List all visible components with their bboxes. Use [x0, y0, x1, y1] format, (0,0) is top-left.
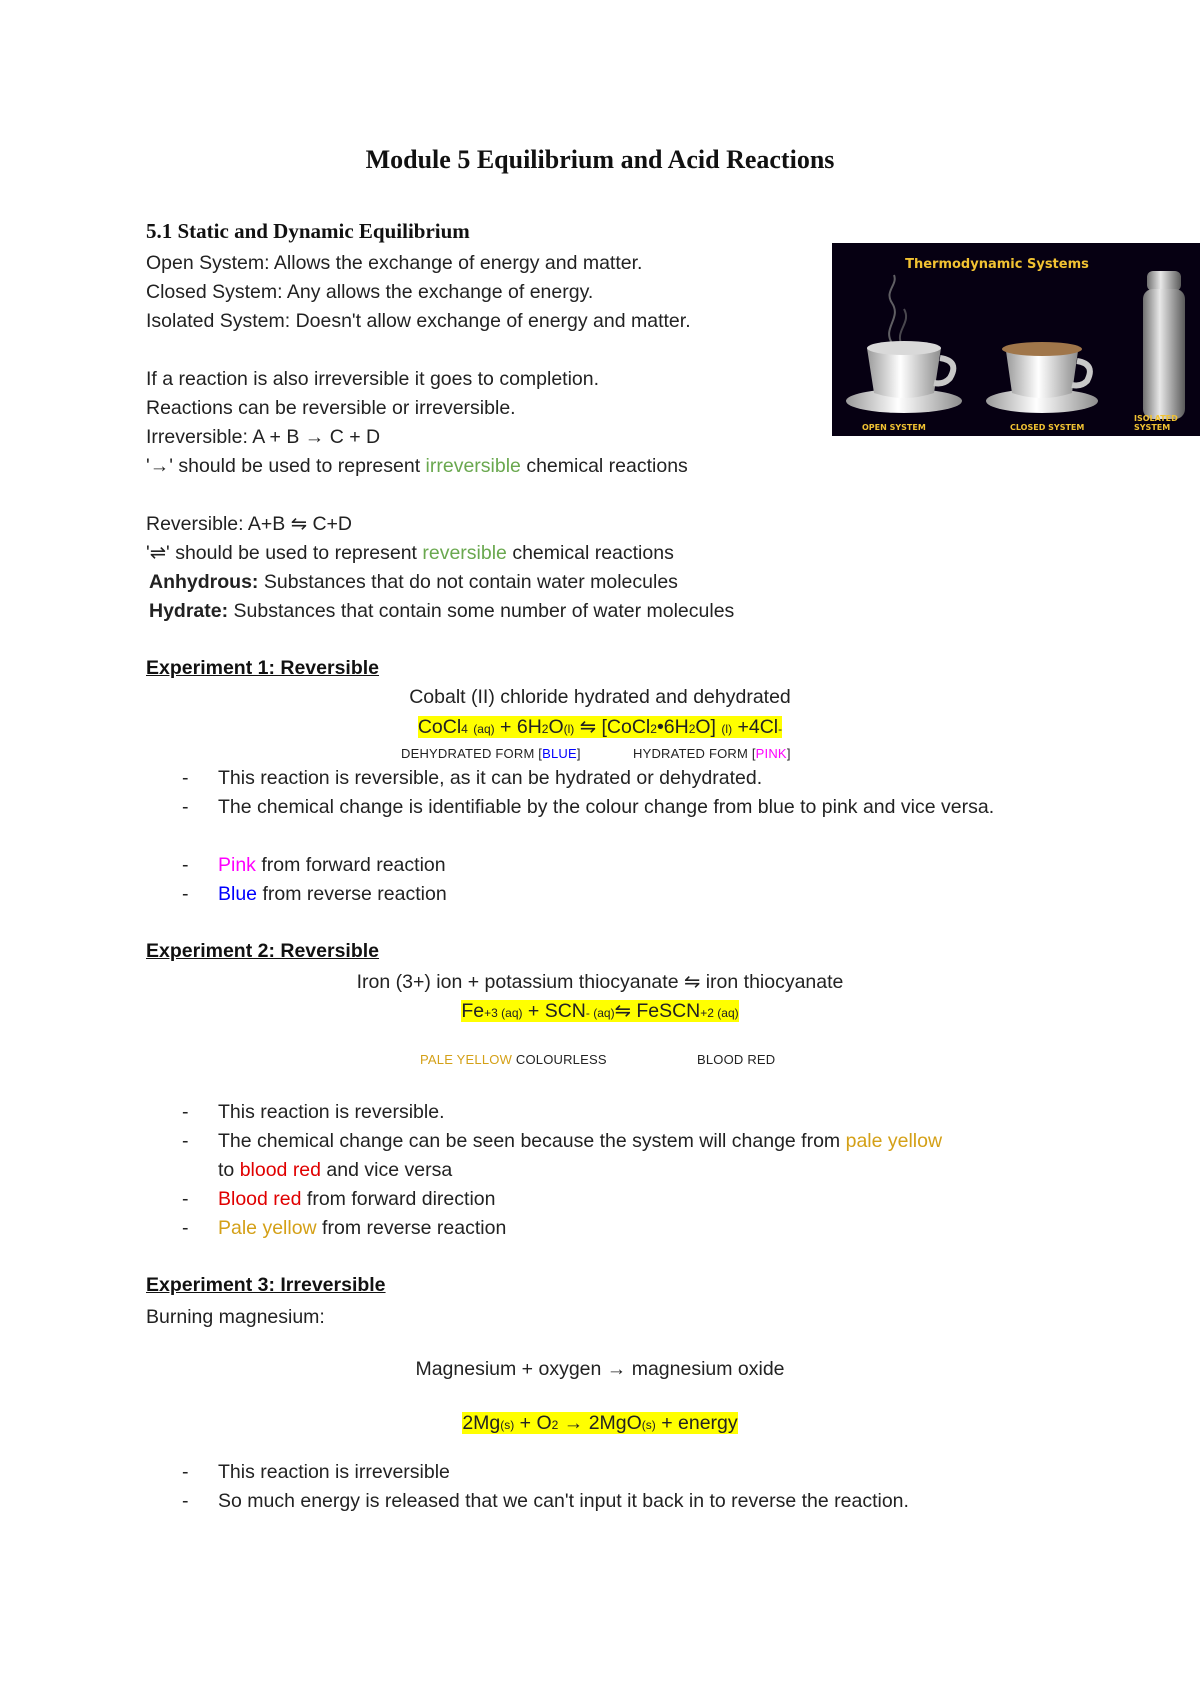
- bullet-marker: -: [182, 796, 189, 818]
- experiment-2-subtitle: Iron (3+) ion + potassium thiocyanate ⇋ iron thiocyanate: [356, 971, 844, 993]
- caption-closed-system: CLOSED SYSTEM: [1010, 423, 1085, 432]
- bullet-marker: -: [182, 1188, 189, 1210]
- exp3-bullet-2: So much energy is released that we can't input it back in to reverse the reaction.: [218, 1490, 909, 1512]
- colourless-label: COLOURLESS: [512, 1052, 607, 1067]
- text: 2: [650, 722, 657, 736]
- closed-system-line: Closed System: Any allows the exchange of energy.: [146, 281, 594, 303]
- text: + SCN: [522, 1000, 586, 1022]
- irreversible-word: irreversible: [425, 455, 521, 477]
- thermodynamic-systems-image: [832, 243, 1200, 436]
- image-title: Thermodynamic Systems: [905, 257, 1089, 272]
- blood-red-word: Blood red: [218, 1188, 302, 1210]
- text: ⇋ FeSCN: [614, 1000, 701, 1022]
- exp3-bullet-1: This reaction is irreversible: [218, 1461, 450, 1483]
- text: 2: [551, 1418, 559, 1432]
- text: (l): [563, 722, 575, 736]
- anhydrous-definition: [149, 570, 678, 594]
- text: +4Cl: [732, 716, 779, 738]
- pink-label: PINK: [755, 746, 787, 761]
- text: (s): [641, 1418, 656, 1432]
- experiment-1-subtitle: Cobalt (II) chloride hydrated and dehydrated: [409, 686, 791, 708]
- text: 4: [461, 722, 468, 736]
- text: → 2MgO: [558, 1412, 642, 1434]
- text: ]: [576, 746, 581, 761]
- equation-highlight: [461, 1000, 738, 1022]
- text: •6H: [656, 716, 689, 738]
- text: from forward reaction: [255, 854, 446, 876]
- text: DEHYDRATED FORM [: [401, 746, 543, 761]
- dehydrated-form-label: [401, 746, 581, 761]
- reversible-arrow-line: [146, 541, 674, 565]
- text: + energy: [655, 1412, 738, 1434]
- experiment-3-heading: Experiment 3: Irreversible: [146, 1274, 386, 1296]
- isolated-system-line: Isolated System: Doesn't allow exchange of energy and matter.: [146, 310, 691, 332]
- text: '→' should be used to represent: [146, 455, 426, 477]
- text: (l): [721, 722, 733, 736]
- text: + 6H: [494, 716, 542, 738]
- blood-red-label: BLOOD RED: [697, 1052, 776, 1067]
- text: (aq): [473, 722, 495, 736]
- blood-red-word: blood red: [239, 1159, 322, 1181]
- text: +3 (aq): [484, 1006, 523, 1020]
- reversible-word: reversible: [422, 542, 507, 564]
- text: '⇌' should be used to represent: [146, 542, 423, 564]
- pale-yellow-word: pale yellow: [845, 1130, 943, 1152]
- text: + O: [514, 1412, 552, 1434]
- text: - (aq): [585, 1006, 615, 1020]
- text: to: [218, 1159, 240, 1181]
- equation-highlight: [462, 1412, 737, 1434]
- bullet-marker: -: [182, 1217, 189, 1239]
- reactant-colour-labels: [420, 1052, 607, 1067]
- text: Fe: [461, 1000, 485, 1022]
- exp2-bullet-4: [218, 1214, 1058, 1243]
- experiment-2-equation: [0, 999, 1200, 1023]
- blue-word: Blue: [218, 883, 258, 905]
- exp2-bullet-2: [218, 1127, 1058, 1185]
- text: -: [778, 722, 783, 736]
- irreversible-example-line: Irreversible: A + B → C + D: [146, 426, 381, 448]
- exp1-bullet-3: [218, 851, 1058, 880]
- page-title: Module 5 Equilibrium and Acid Reactions: [365, 145, 835, 174]
- exp1-bullet-4: [218, 880, 1058, 909]
- text: from reverse reaction: [257, 883, 447, 905]
- text: 2: [688, 722, 696, 736]
- experiment-3-intro: Burning magnesium:: [146, 1306, 325, 1328]
- term: Anhydrous:: [149, 571, 259, 593]
- equation-highlight: [418, 716, 782, 738]
- reaction-types-line: Reactions can be reversible or irreversible.: [146, 397, 516, 419]
- experiment-1-equation: [0, 715, 1200, 739]
- definition: Substances that contain some number of water molecules: [228, 600, 735, 622]
- text: 2: [541, 722, 549, 736]
- experiment-1-heading: Experiment 1: Reversible: [146, 657, 380, 679]
- bullet-marker: -: [182, 767, 189, 789]
- bullet-marker: -: [182, 883, 189, 905]
- term: Hydrate:: [149, 600, 229, 622]
- text: The chemical change can be seen because the system will change from: [218, 1130, 846, 1152]
- caption-isolated-system: ISOLATED SYSTEM: [1134, 414, 1178, 432]
- experiment-3-word-equation: Magnesium + oxygen → magnesium oxide: [415, 1358, 785, 1380]
- section-heading: 5.1 Static and Dynamic Equilibrium: [146, 219, 470, 243]
- irreversible-completion-line: If a reaction is also irreversible it goes to completion.: [146, 368, 600, 390]
- caption-open-system: OPEN SYSTEM: [862, 423, 926, 432]
- text: +2 (aq): [700, 1006, 739, 1020]
- text: HYDRATED FORM [: [633, 746, 756, 761]
- bullet-marker: -: [182, 1101, 189, 1123]
- text: from reverse reaction: [316, 1217, 507, 1239]
- bullet-marker: -: [182, 1130, 189, 1152]
- definition: Substances that do not contain water molecules: [258, 571, 678, 593]
- text: CoCl: [417, 716, 462, 738]
- text: O: [548, 716, 564, 738]
- exp1-bullet-1: This reaction is reversible, as it can be hydrated or dehydrated.: [218, 767, 763, 789]
- hydrate-definition: [149, 599, 734, 623]
- text: ]: [786, 746, 791, 761]
- irreversible-arrow-line: [146, 454, 688, 478]
- text: 2Mg: [462, 1412, 501, 1434]
- pink-word: Pink: [218, 854, 256, 876]
- text: ⇋ [CoCl: [574, 716, 651, 738]
- text: from forward direction: [301, 1188, 496, 1210]
- text: and vice versa: [321, 1159, 453, 1181]
- text: chemical reactions: [520, 455, 688, 477]
- open-system-line: Open System: Allows the exchange of energy and matter.: [146, 252, 643, 274]
- pale-yellow-label: PALE YELLOW: [420, 1052, 513, 1067]
- text: (s): [500, 1418, 515, 1432]
- exp1-bullet-2: The chemical change is identifiable by the colour change from blue to pink and vice versa.: [218, 796, 995, 818]
- bullet-marker: -: [182, 1490, 189, 1512]
- bullet-marker: -: [182, 854, 189, 876]
- experiment-3-equation: [0, 1412, 1200, 1435]
- bullet-marker: -: [182, 1461, 189, 1483]
- text: O]: [695, 716, 722, 738]
- experiment-2-heading: Experiment 2: Reversible: [146, 940, 380, 962]
- hydrated-form-label: [633, 746, 791, 761]
- cups-illustration: [832, 243, 1200, 436]
- exp2-bullet-1: This reaction is reversible.: [218, 1101, 445, 1123]
- blue-label: BLUE: [542, 746, 577, 761]
- pale-yellow-word: Pale yellow: [218, 1217, 317, 1239]
- reversible-example-line: Reversible: A+B ⇋ C+D: [146, 513, 353, 535]
- exp2-bullet-3: [218, 1185, 1058, 1214]
- text: chemical reactions: [506, 542, 674, 564]
